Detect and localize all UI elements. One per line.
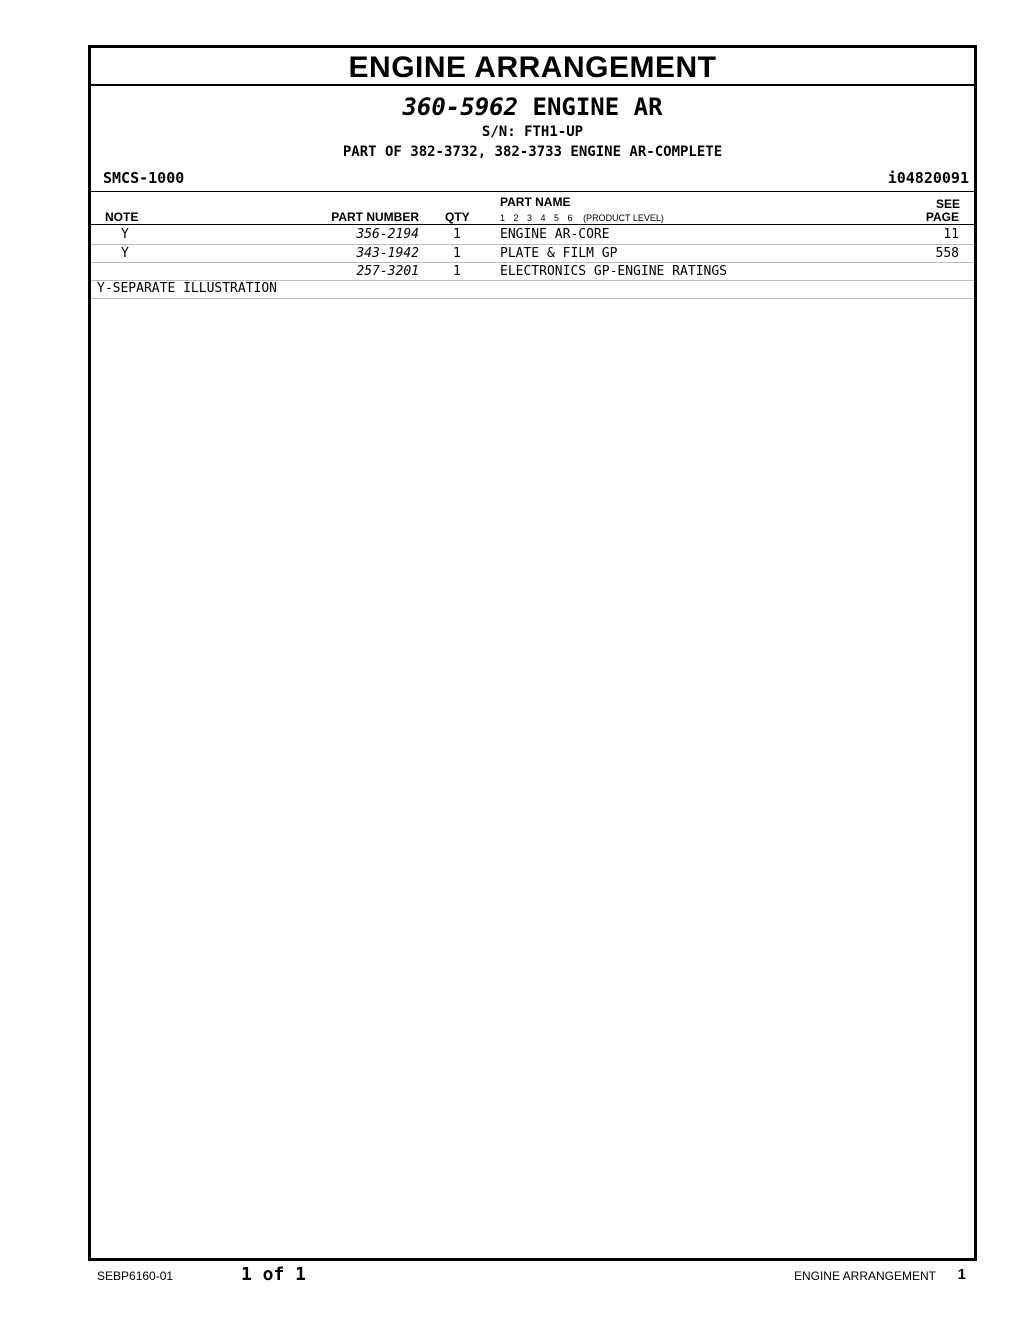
footer-page-of: 1 of 1 [241,1264,307,1285]
row-qty: 1 [453,227,461,242]
col-product-levels [500,213,664,223]
row-part-number: 343-1942 [356,246,419,261]
assembly-part-name: ENGINE AR [532,93,663,121]
row-part-number: 356-2194 [356,227,419,242]
col-qty: QTY [445,210,470,224]
table-row [91,245,974,263]
level-numbers: 1 2 3 4 5 6 [500,213,573,223]
row-part-name: PLATE & FILM GP [500,246,618,261]
row-note: Y [121,227,129,242]
section-title: ENGINE ARRANGEMENT [91,48,974,86]
footnote-divider [91,298,974,299]
assembly-part-number: 360-5962 [402,93,519,121]
col-part-number: PART NUMBER [331,210,419,224]
col-note: NOTE [105,210,139,224]
header-divider [91,191,974,192]
footer-doc-id: SEBP6160-01 [97,1269,174,1283]
product-level-label: (PRODUCT LEVEL) [583,213,664,223]
row-part-number: 257-3201 [356,264,419,279]
row-qty: 1 [453,264,461,279]
footer-section: ENGINE ARRANGEMENT [793,1269,936,1283]
smcs-code: SMCS-1000 [103,169,185,187]
part-header [91,92,974,162]
serial-number: S/N: FTH1-UP [481,124,584,140]
col-part-name: PART NAME [500,195,571,209]
column-header-divider [91,224,974,225]
row-note: Y [121,246,129,261]
illustration-id: i04820091 [887,169,969,187]
footnote: Y-SEPARATE ILLUSTRATION [97,281,278,296]
page-frame [88,45,977,1261]
row-see-page: 11 [943,227,959,242]
part-of-line: PART OF 382-3732, 382-3733 ENGINE AR-COMPLETE [342,144,723,160]
table-row [91,263,974,281]
assembly-title [91,92,974,122]
table-row [91,226,974,244]
col-see: SEE [935,197,960,211]
row-part-name: ENGINE AR-CORE [500,227,610,242]
footer-page-number: 1 [957,1266,966,1283]
row-part-name: ELECTRONICS GP-ENGINE RATINGS [500,264,727,279]
row-see-page: 558 [935,246,959,261]
col-page: PAGE [925,210,959,224]
row-qty: 1 [453,246,461,261]
